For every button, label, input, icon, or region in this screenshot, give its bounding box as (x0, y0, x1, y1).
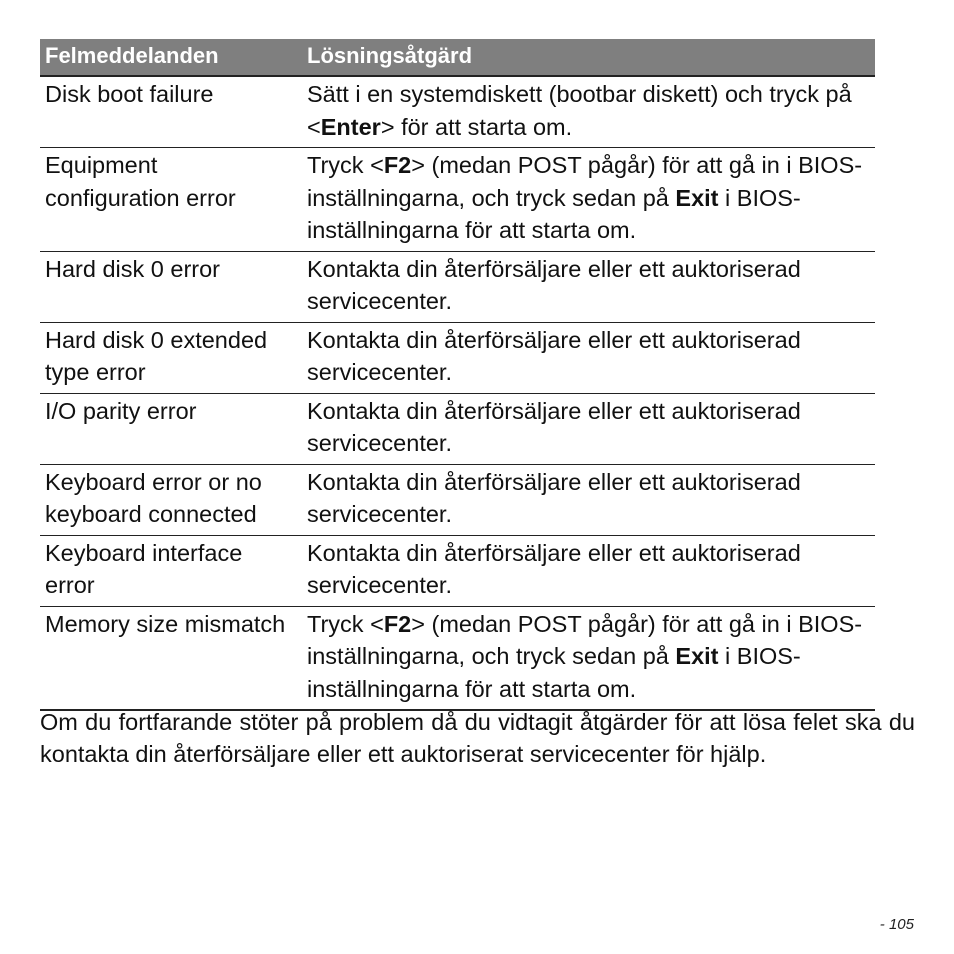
solution-cell (302, 464, 875, 535)
error-message-cell: Keyboard error or no keyboard connected (40, 464, 302, 535)
table-row (40, 251, 875, 322)
error-message-cell: Keyboard interface error (40, 535, 302, 606)
table-row (40, 76, 875, 148)
solution-cell (302, 322, 875, 393)
table-row (40, 393, 875, 464)
solution-cell (302, 535, 875, 606)
solution-text: > (medan POST pågår) för att gå in i BIOS-inställningarna, och tryck sedan på (307, 610, 863, 669)
solution-text: Kontakta din återförsäljare eller ett auktoriserad servicecenter. (307, 255, 801, 314)
solution-text: Kontakta din återförsäljare eller ett auktoriserad servicecenter. (307, 468, 801, 527)
solution-text: Kontakta din återförsäljare eller ett auktoriserad servicecenter. (307, 539, 801, 598)
error-message-cell: Disk boot failure (40, 76, 302, 148)
page-number: - 105 (879, 916, 914, 933)
solution-text: > för att starta om. (380, 113, 573, 140)
error-message-cell: Equipment configuration error (40, 148, 302, 252)
column-header-error: Felmeddelanden (40, 39, 302, 76)
solution-text: Kontakta din återförsäljare eller ett auktoriserad servicecenter. (307, 326, 801, 385)
solution-text: > (medan POST pågår) för att gå in i BIOS-inställningarna, och tryck sedan på (307, 152, 863, 211)
key-name: Exit (675, 643, 719, 669)
solution-text: Sätt i en systemdiskett (bootbar diskett) och tryck på < (307, 81, 852, 140)
column-header-solution: Lösningsåtgärd (302, 39, 875, 76)
error-table (40, 39, 875, 711)
error-message-table (40, 39, 875, 711)
key-name: Exit (675, 184, 719, 211)
help-paragraph: Om du fortfarande stöter på problem då du vidtagit åtgärder för att lösa felet ska du kontakta din återförsäljare eller ett auktoriserat servicecenter för hjälp. (40, 709, 915, 767)
table-body (40, 76, 875, 710)
solution-text: i BIOS-inställningarna för att starta om. (307, 643, 801, 702)
solution-text: Tryck < (307, 610, 384, 637)
solution-text: i BIOS-inställningarna för att starta om. (307, 184, 801, 243)
table-row (40, 322, 875, 393)
table-row (40, 464, 875, 535)
solution-text: Kontakta din återförsäljare eller ett auktoriserad servicecenter. (307, 397, 801, 456)
key-name: Enter (320, 113, 381, 140)
table-row (40, 606, 875, 710)
solution-cell (302, 148, 875, 252)
key-name: F2 (383, 610, 412, 637)
error-message-cell: Hard disk 0 error (40, 251, 302, 322)
error-message-cell: Hard disk 0 extended type error (40, 322, 302, 393)
table-row (40, 535, 875, 606)
solution-cell (302, 251, 875, 322)
solution-cell (302, 606, 875, 710)
solution-cell (302, 393, 875, 464)
table-row (40, 148, 875, 252)
table-header-row (40, 39, 875, 76)
error-message-cell: Memory size mismatch (40, 606, 302, 710)
key-name: F2 (383, 152, 412, 178)
solution-text: Tryck < (307, 152, 384, 178)
error-message-cell: I/O parity error (40, 393, 302, 464)
solution-cell (302, 76, 875, 148)
